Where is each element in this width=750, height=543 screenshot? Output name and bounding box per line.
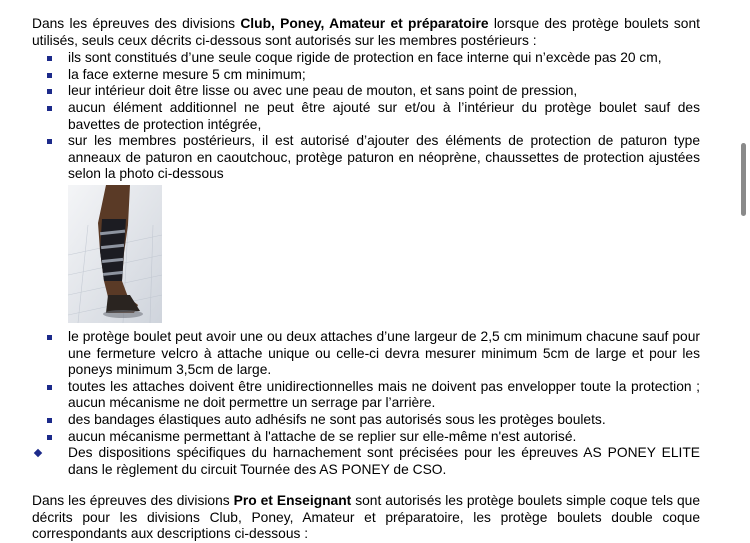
bullet-icon bbox=[47, 418, 52, 423]
list-item bbox=[32, 67, 700, 84]
list-item bbox=[32, 133, 700, 183]
diamond-item-text: Des dispositions spécifiques du harnachement sont précisées pour les épreuves AS PONEY ELITE dans le règlement du circuit Tournée des AS PONEY de CSO. bbox=[68, 445, 700, 477]
pro-text-end: sont autorisés les protège boulets simple coque tels que décrits pour les divisions Club, Poney, Amateur et préparatoire, les protège boulets double coque correspondants aux descriptions ci-dessous : bbox=[32, 493, 700, 542]
rules-list-continued bbox=[32, 329, 700, 445]
diamond-bullet-icon bbox=[34, 449, 42, 457]
list-item bbox=[32, 50, 700, 67]
bullet-icon bbox=[47, 73, 52, 78]
list-item-text: ils sont constitués d’une seule coque rigide de protection en face interne qui n’excède pas 20 cm, bbox=[68, 50, 662, 66]
intro-divisions-bold: Club, Poney, Amateur et préparatoire bbox=[240, 16, 489, 31]
list-item-text: leur intérieur doit être lisse ou avec une peau de mouton, et sans point de pression, bbox=[68, 83, 578, 99]
horse-leg-photo bbox=[68, 185, 162, 323]
diamond-list bbox=[32, 445, 700, 478]
paragraph-gap bbox=[32, 478, 700, 493]
list-item bbox=[32, 83, 700, 100]
intro-text-start: Dans les épreuves des divisions bbox=[32, 16, 241, 31]
intro-paragraph bbox=[32, 16, 700, 49]
list-item-text: sur les membres postérieurs, il est autorisé d’ajouter des éléments de protection de paturon type anneaux de paturon en caoutchouc, protège paturon en néoprène, chaussettes de protection ajustées selon la photo ci-dessous bbox=[68, 133, 700, 182]
list-item-text: le protège boulet peut avoir une ou deux attaches d’une largeur de 2,5 cm minimum chacune sauf pour une fermeture velcro à attache unique ou celle-ci devra mesurer minimum 5cm de large et pour les poneys minimum 3,5cm de large. bbox=[68, 328, 700, 378]
list-item bbox=[32, 379, 700, 412]
list-item bbox=[32, 412, 700, 429]
pro-text-start: Dans les épreuves des divisions bbox=[32, 493, 234, 509]
bullet-icon bbox=[47, 106, 52, 111]
bullet-icon bbox=[47, 89, 52, 94]
list-item bbox=[32, 429, 700, 446]
pro-divisions-bold: Pro et Enseignant bbox=[233, 493, 352, 509]
document-body bbox=[32, 16, 700, 543]
bullet-icon bbox=[47, 335, 52, 340]
intro-text-end: lorsque des protège boulets sont utilisés, seuls ceux décrits ci-dessous sont autorisés sur les membres postérieurs : bbox=[32, 16, 700, 48]
list-item-text: aucun mécanisme permettant à l'attache de se replier sur elle-même n'est autorisé. bbox=[68, 428, 577, 444]
list-item-text: toutes les attaches doivent être unidirectionnelles mais ne doivent pas envelopper toute la protection ; aucun mécanisme ne doit permettre un serrage par l’arrière. bbox=[68, 378, 700, 411]
bullet-icon bbox=[47, 385, 52, 390]
list-item bbox=[32, 329, 700, 379]
vertical-scrollbar[interactable] bbox=[741, 143, 746, 216]
diamond-list-item bbox=[32, 445, 700, 478]
pro-paragraph bbox=[32, 493, 700, 543]
list-item-text: aucun élément additionnel ne peut être ajouté sur et/ou à l’intérieur du protège boulet sauf des bavettes de protection intégrée, bbox=[68, 99, 700, 132]
bullet-icon bbox=[47, 139, 52, 144]
list-item-text: des bandages élastiques auto adhésifs ne sont pas autorisés sous les protèges boulets. bbox=[68, 411, 606, 427]
list-item bbox=[32, 100, 700, 133]
bullet-icon bbox=[47, 435, 52, 440]
bullet-icon bbox=[47, 56, 52, 61]
rules-list bbox=[32, 50, 700, 183]
list-item-text: la face externe mesure 5 cm minimum; bbox=[68, 66, 306, 82]
